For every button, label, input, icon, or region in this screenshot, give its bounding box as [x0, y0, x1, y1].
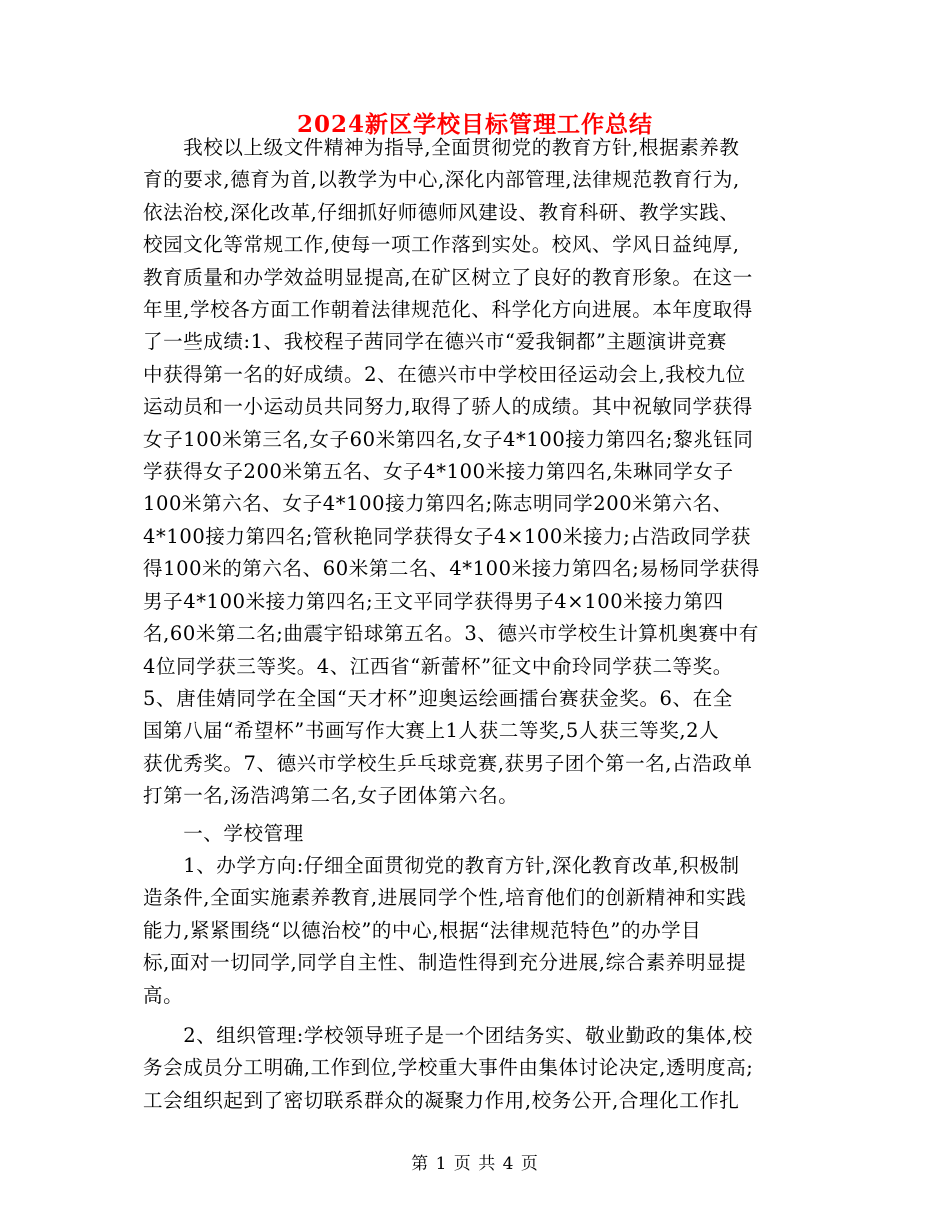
text-line: 校园文化等常规工作,使每一项工作落到实处。校风、学风日益纯厚, [143, 233, 740, 257]
text-line: 了一些成绩:1、我校程子茜同学在德兴市“爱我铜都”主题演讲竞赛 [143, 330, 728, 354]
text-line: 4*100接力第四名;管秋艳同学获得女子4×100米接力;占浩政同学获 [143, 524, 751, 548]
text-line: 年里,学校各方面工作朝着法律规范化、科学化方向进展。本年度取得 [143, 298, 753, 322]
page-footer: 第 1 页 共 4 页 [411, 1154, 539, 1174]
text-line: 育的要求,德育为首,以教学为中心,深化内部管理,法律规范教育行为, [143, 168, 740, 192]
text-line: 造条件,全面实施素养教育,进展同学个性,培育他们的创新精神和实践 [143, 886, 747, 910]
text-line: 运动员和一小运动员共同努力,取得了骄人的成绩。其中祝敏同学获得 [143, 395, 753, 419]
text-line: 5、唐佳婧同学在全国“天才杯”迎奥运绘画擂台赛获金奖。6、在全 [143, 686, 733, 710]
text-line: 名,60米第二名;曲震宇铅球第五名。3、德兴市学校生计算机奥赛中有 [143, 622, 759, 646]
text-line: 打第一名,汤浩鸿第二名,女子团体第六名。 [143, 784, 519, 808]
text-line: 我校以上级文件精神为指导,全面贯彻党的教育方针,根据素养教 [143, 136, 740, 159]
text-line: 学获得女子200米第五名、女子4*100米接力第四名,朱琳同学女子 [143, 460, 734, 484]
text-line: 务会成员分工明确,工作到位,学校重大事件由集体讨论决定,透明度高; [143, 1056, 754, 1080]
paragraph-school-direction [143, 850, 811, 1012]
paragraph-intro [143, 132, 811, 813]
text-line: 获优秀奖。7、德兴市学校生乒乓球竞赛,获男子团个第一名,占浩政单 [143, 751, 753, 775]
paragraph-organization-management [143, 1020, 811, 1117]
text-line: 国第八届“希望杯”书画写作大赛上1人获二等奖,5人获三等奖,2人 [143, 719, 720, 743]
text-line: 依法治校,深化改革,仔细抓好师德师风建设、教育科研、教学实践、 [143, 200, 740, 224]
text-line: 中获得第一名的好成绩。2、在德兴市中学校田径运动会上,我校九位 [143, 362, 746, 386]
section-heading-school-management [143, 818, 811, 850]
text-line: 教育质量和办学效益明显提高,在矿区树立了良好的教育形象。在这一 [143, 265, 753, 289]
text-line: 能力,紧紧围绕“以德治校”的中心,根据“法律规范特色”的办学目 [143, 918, 702, 942]
document-title: 2024新区学校目标管理工作总结 [296, 111, 653, 138]
section-heading-text: 一、学校管理 [143, 822, 304, 845]
text-line: 女子100米第三名,女子60米第四名,女子4*100接力第四名;黎兆钰同 [143, 427, 754, 451]
text-line: 高。 [143, 983, 184, 1007]
text-line: 男子4*100米接力第四名;王文平同学获得男子4×100米接力第四 [143, 589, 724, 613]
text-line: 4位同学获三等奖。4、江西省“新蕾杯”征文中俞玲同学获二等奖。 [143, 654, 733, 678]
text-line: 100米第六名、女子4*100接力第四名;陈志明同学200米第六名、 [143, 492, 733, 516]
text-line: 标,面对一切同学,同学自主性、制造性得到充分进展,综合素养明显提 [143, 951, 747, 975]
text-line: 1、办学方向:仔细全面贯彻党的教育方针,深化教育改革,积极制 [143, 854, 740, 877]
text-line: 工会组织起到了密切联系群众的凝聚力作用,校务公开,合理化工作扎 [143, 1088, 740, 1112]
text-line: 2、组织管理:学校领导班子是一个团结务实、敬业勤政的集体,校 [143, 1024, 753, 1047]
text-line: 得100米的第六名、60米第二名、4*100米接力第四名;易杨同学获得 [143, 557, 760, 581]
